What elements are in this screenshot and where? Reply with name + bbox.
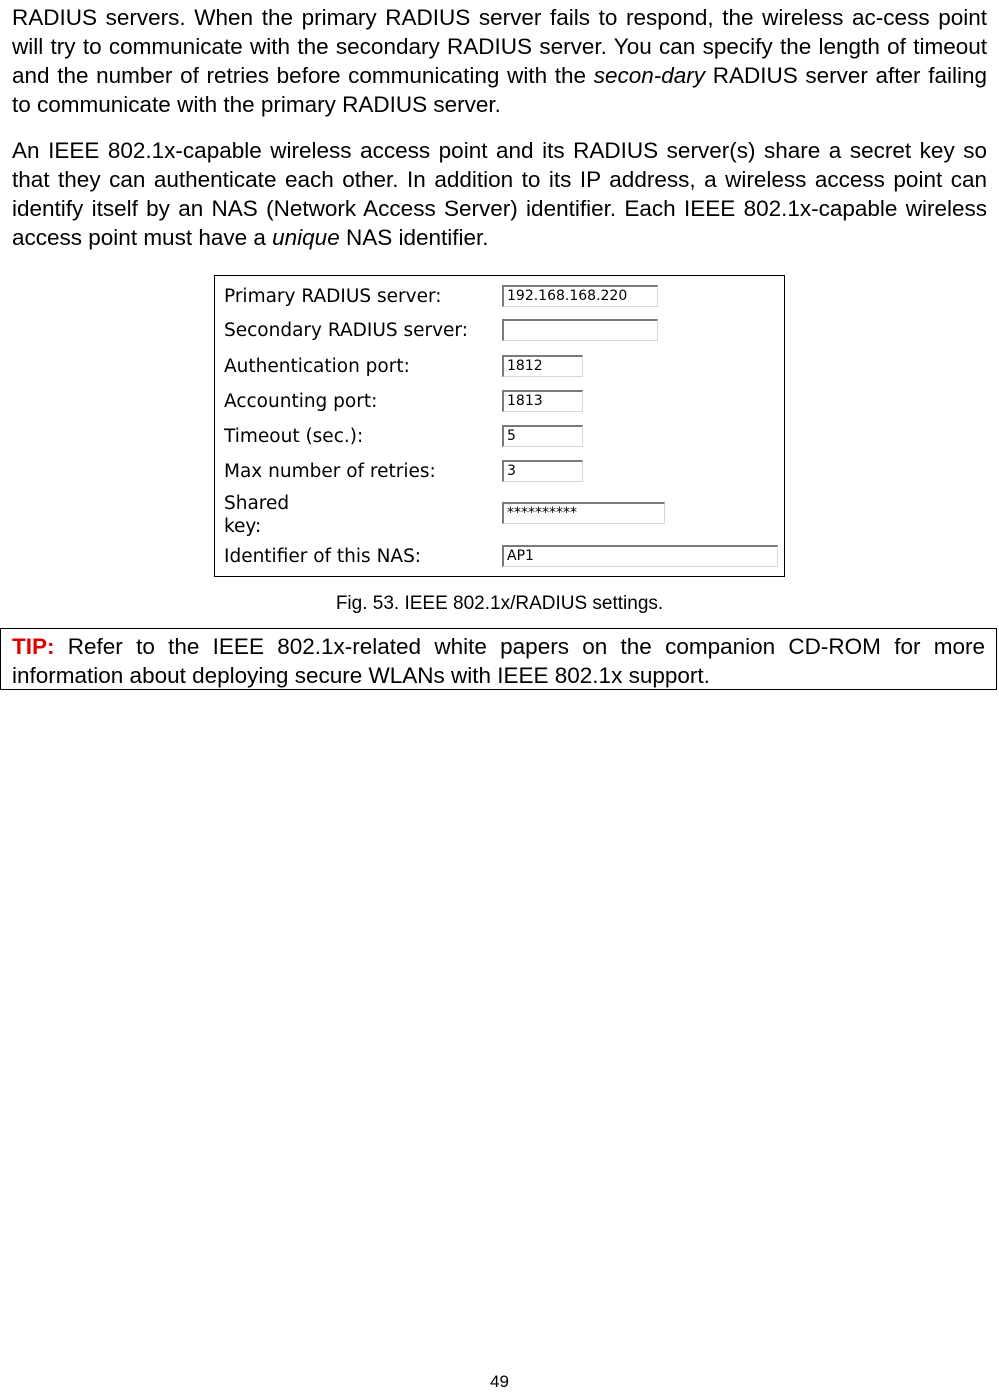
primary-radius-input[interactable]: 192.168.168.220: [502, 285, 658, 307]
timeout-input[interactable]: 5: [502, 425, 583, 447]
tip-label: TIP:: [12, 634, 55, 659]
paragraph-text: RADIUS server after failing to communicate with the primary RADIUS server.: [12, 63, 994, 117]
figure-caption: Fig. 53. IEEE 802.1x/RADIUS settings.: [335, 593, 664, 614]
secondary-radius-input[interactable]: [502, 319, 658, 341]
primary-radius-label: Primary RADIUS server:: [224, 286, 442, 307]
paragraph-nas-identifier: [12, 136, 994, 252]
auth-port-input[interactable]: 1812: [502, 355, 583, 377]
page-number: 49: [490, 1372, 509, 1391]
retries-label: Max number of retries:: [224, 461, 436, 482]
acct-port-input[interactable]: 1813: [502, 390, 583, 412]
secondary-radius-label: Secondary RADIUS server:: [224, 320, 468, 341]
paragraph-radius-failover: [12, 3, 994, 119]
timeout-label: Timeout (sec.):: [224, 426, 364, 447]
tip-box: [0, 628, 997, 690]
radius-settings-figure: [214, 275, 785, 577]
paragraph-text: RADIUS servers. When the primary RADIUS server fails to respond, the wireless ac-cess point will try to communicate with the secondary RADIUS server. You can specify the length of timeout and the number of retries before communicating with the: [12, 5, 994, 88]
tip-text: Refer to the IEEE 802.1x-related white papers on the companion CD-ROM for more information about deploying secure WLANs with IEEE 802.1x support.: [12, 634, 985, 688]
auth-port-label: Authentication port:: [224, 356, 410, 377]
paragraph-emphasis: secon-dary: [593, 63, 706, 88]
nas-identifier-input[interactable]: AP1: [502, 545, 778, 567]
shared-key-input[interactable]: **********: [502, 502, 665, 524]
paragraph-emphasis: unique: [272, 225, 340, 250]
shared-key-label-line1: Shared: [224, 493, 290, 514]
acct-port-label: Accounting port:: [224, 391, 378, 412]
retries-input[interactable]: 3: [502, 460, 583, 482]
paragraph-text: NAS identifier.: [339, 225, 489, 250]
paragraph-text: An IEEE 802.1x-capable wireless access point and its RADIUS server(s) share a secret key so that they can authenticate each other. In addition to its IP address, a wireless access point can identify itself by an NAS (Network Access Server) identifier. Each IEEE 802.1x-capable wireless access point must have a: [12, 138, 994, 250]
nas-identifier-label: Identifier of this NAS:: [224, 546, 422, 567]
shared-key-label-line2: key:: [224, 516, 262, 537]
